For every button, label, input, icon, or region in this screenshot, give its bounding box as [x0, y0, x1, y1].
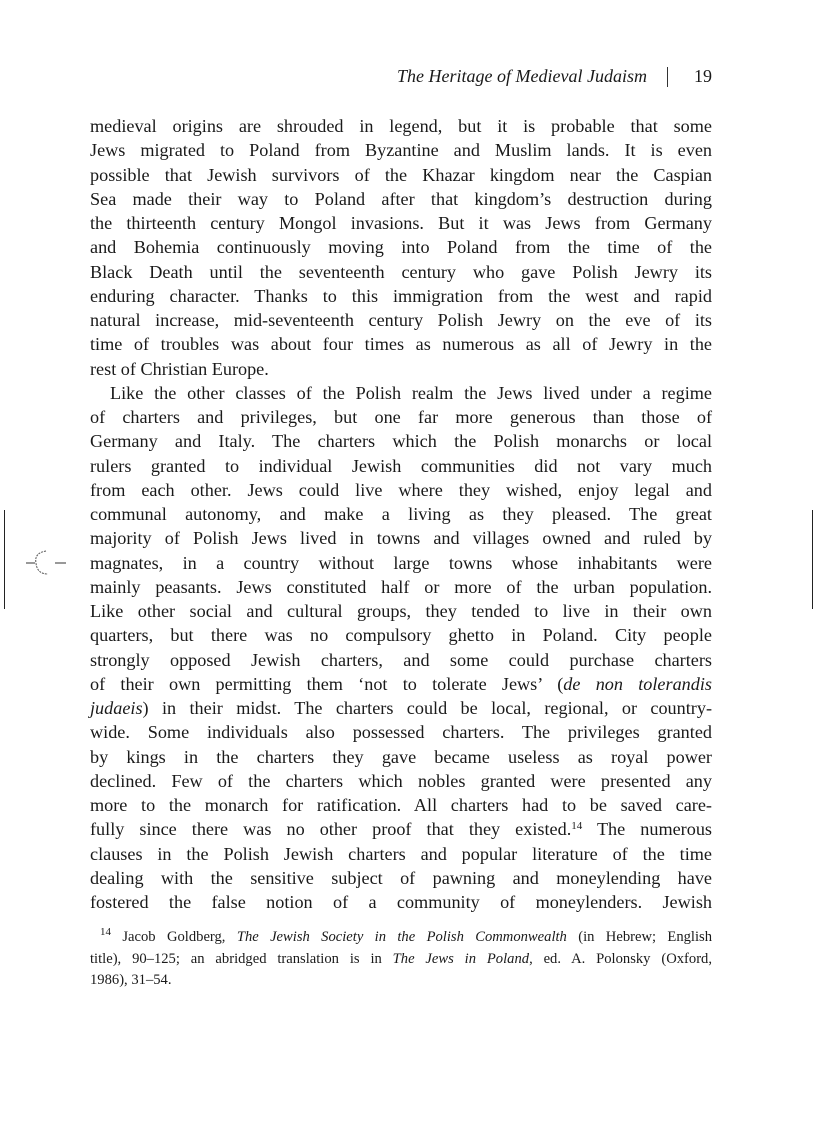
text-line — [90, 817, 712, 841]
text-line — [90, 454, 712, 478]
text-run: The numerous — [582, 819, 712, 840]
text-line — [90, 138, 712, 162]
text-run: fully since there was no other proof that they existed. — [90, 819, 572, 840]
text-line — [90, 526, 712, 550]
text-run: of charters and privileges, but one far more generous than those of — [90, 407, 712, 427]
text-line — [90, 235, 712, 259]
running-header — [90, 66, 712, 90]
text-line — [90, 478, 712, 502]
running-title: The Heritage of Medieval Judaism — [397, 66, 647, 86]
text-run: natural increase, mid-seventeenth century Polish Jewry on the eve of its — [90, 310, 712, 330]
text-line — [90, 575, 712, 599]
text-run: enduring character. Thanks to this immigration from the west and rapid — [90, 285, 712, 306]
text-line — [90, 187, 712, 211]
text-line — [90, 866, 712, 890]
footnote-line — [90, 970, 712, 992]
text-run: dealing with the sensitive subject of pawning and moneylending have — [90, 867, 712, 888]
text-line — [90, 429, 712, 453]
text-run: clauses in the Polish Jewish charters and popular literature of the time — [90, 843, 712, 864]
text-run: Black Death until the seventeenth century who gave Polish Jewry its — [90, 261, 712, 282]
text-run: time of troubles was about four times as numerous as all of Jewry in the — [90, 334, 712, 355]
page-number: 19 — [694, 66, 712, 86]
text-run: Like the other classes of the Polish realm the Jews lived under a regime — [110, 382, 712, 403]
text-run: 1986), 31–54. — [90, 972, 172, 988]
text-line — [90, 769, 712, 793]
right-edge-line — [812, 510, 813, 609]
text-run: strongly opposed Jewish charters, and some could purchase charters — [90, 649, 712, 670]
text-run: ) in their midst. The charters could be local, regional, or country- — [142, 698, 712, 718]
text-run: magnates, in a country without large towns whose inhabitants were — [90, 552, 712, 573]
footnotes — [90, 927, 712, 992]
text-run: declined. Few of the charters which nobles granted were presented any — [90, 770, 712, 791]
text-line — [90, 793, 712, 817]
text-run: by kings in the charters they gave became useless as royal power — [90, 746, 712, 767]
text-run: and Bohemia continuously moving into Poland from the time of the — [90, 237, 712, 258]
text-run: Sea made their way to Poland after that kingdom’s destruction during — [90, 188, 712, 209]
header-divider — [667, 67, 668, 87]
text-line — [90, 696, 712, 720]
text-line — [90, 332, 712, 356]
text-run: title), 90–125; an abridged translation is in — [90, 950, 393, 967]
italic-text: The Jewish Society in the Polish Commonwealth — [236, 929, 567, 945]
text-run: the thirteenth century Mongol invasions. But it was Jews from Germany — [90, 213, 712, 233]
text-run: majority of Polish Jews lived in towns and villages owned and ruled by — [90, 528, 712, 549]
text-line — [90, 284, 712, 308]
text-line — [90, 623, 712, 647]
text-line — [90, 308, 712, 332]
margin-mark-icon — [26, 546, 66, 580]
text-line — [90, 502, 712, 526]
footnote-line — [90, 949, 712, 971]
text-run: , ed. A. Polonsky (Oxford, — [529, 950, 712, 967]
text-line — [90, 599, 712, 623]
italic-text: The Jews in Poland — [392, 950, 530, 967]
left-edge-line — [4, 510, 5, 609]
text-run: fostered the false notion of a community of moneylenders. Jewish — [90, 892, 712, 912]
text-run: of their own permitting them ‘not to tolerate Jews’ ( — [90, 673, 564, 694]
text-run: rulers granted to individual Jewish communities did not vary much — [90, 455, 712, 476]
footnote-line — [90, 927, 712, 949]
text-run: possible that Jewish survivors of the Khazar kingdom near the Caspian — [90, 164, 712, 185]
text-line — [90, 163, 712, 187]
text-line — [90, 260, 712, 284]
text-run: (in Hebrew; English — [566, 929, 712, 945]
text-run: Like other social and cultural groups, they tended to live in their own — [90, 601, 712, 621]
text-line — [90, 405, 712, 429]
text-line — [90, 648, 712, 672]
text-line — [90, 842, 712, 866]
footnote-marker: 14 — [571, 820, 583, 833]
text-run: Jews migrated to Poland from Byzantine and Muslim lands. It is even — [90, 140, 712, 161]
footnote-marker: 14 — [100, 926, 111, 938]
text-run: Germany and Italy. The charters which the Polish monarchs or local — [90, 431, 712, 452]
text-line — [90, 672, 712, 696]
text-run: quarters, but there was no compulsory ghetto in Poland. City people — [90, 625, 712, 646]
text-line — [90, 551, 712, 575]
text-run: wide. Some individuals also possessed charters. The privileges granted — [90, 722, 712, 743]
text-run: more to the monarch for ratification. All charters had to be saved care- — [90, 795, 712, 815]
text-line — [90, 114, 712, 138]
text-run: rest of Christian Europe. — [90, 358, 269, 379]
text-run: from each other. Jews could live where they wished, enjoy legal and — [90, 479, 712, 500]
text-line — [90, 890, 712, 914]
text-line — [90, 745, 712, 769]
italic-text: judaeis — [90, 698, 143, 718]
text-run: communal autonomy, and make a living as they pleased. The great — [90, 504, 712, 524]
text-run: mainly peasants. Jews constituted half or more of the urban population. — [90, 576, 712, 597]
text-run: Jacob Goldberg, — [111, 929, 237, 945]
text-run: medieval origins are shrouded in legend, but it is probable that some — [90, 116, 712, 136]
text-line — [90, 211, 712, 235]
italic-text: de non tolerandis — [563, 673, 712, 694]
body-text — [90, 114, 712, 914]
text-line — [90, 381, 712, 405]
text-line — [90, 720, 712, 744]
text-line — [90, 357, 712, 381]
